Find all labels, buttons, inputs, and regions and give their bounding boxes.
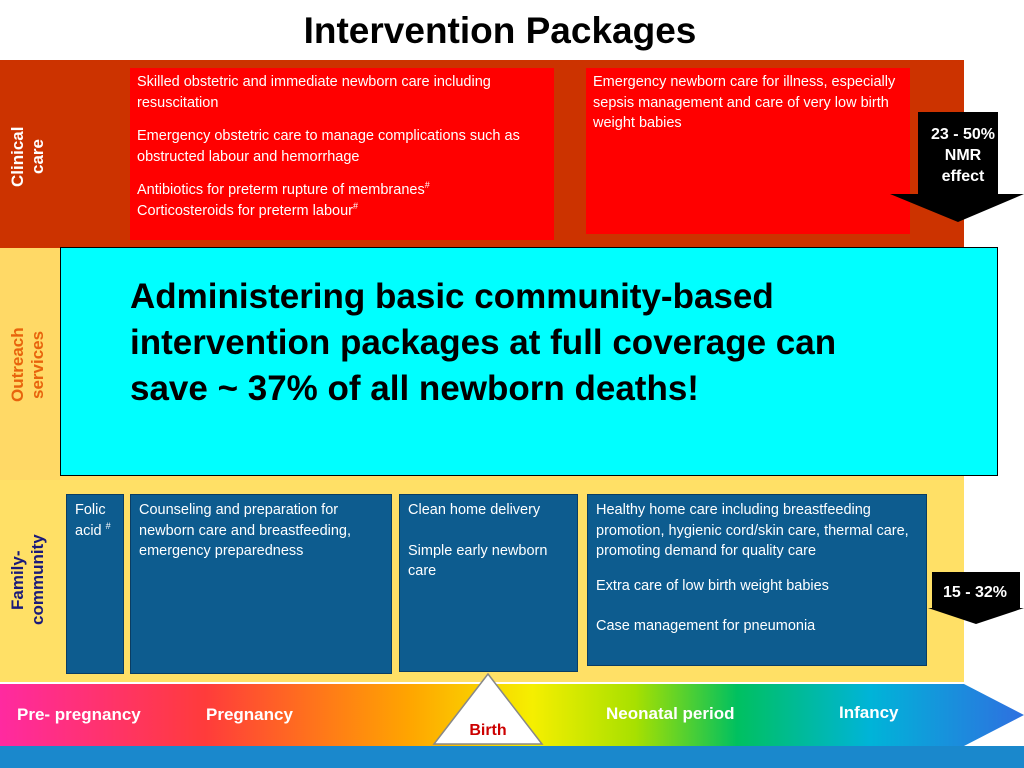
row-label-outreach-services: Outreach services: [8, 327, 47, 403]
footnote-marker: #: [424, 180, 430, 191]
footnote-marker: #: [352, 200, 358, 211]
page-title: Intervention Packages: [303, 10, 697, 51]
footnote-marker: #: [105, 520, 111, 531]
clinical-box-obstetric-care: [130, 68, 554, 240]
family-item-lbw-care: Extra care of low birth weight babies: [596, 577, 829, 594]
row-label-clinical-care: Clinical care: [8, 126, 47, 188]
clinical-box-emergency-newborn: [586, 68, 910, 234]
bottom-strip: [0, 746, 1024, 768]
family-box-home-delivery: [399, 494, 578, 672]
family-box-counseling: [130, 494, 392, 674]
timeline-stage-infancy: Infancy: [839, 703, 899, 722]
clinical-item-corticosteroids: Corticosteroids for preterm labour#: [137, 200, 358, 219]
family-box-folic-acid: Folic acid #: [66, 494, 124, 674]
timeline-stage-neonatal: Neonatal period: [606, 704, 735, 723]
family-item-simple-care: Simple early newborn care: [408, 542, 548, 579]
callout-text: Administering basic community-based intervention packages at full coverage can save ~ 37% of all newborn deaths!: [130, 277, 837, 408]
family-effect-label: 15 - 32%: [942, 584, 1008, 601]
timeline-stage-pregnancy: Pregnancy: [206, 705, 293, 724]
clinical-item-antibiotics: Antibiotics for preterm rupture of membranes#: [137, 180, 430, 198]
family-item-pneumonia: Case management for pneumonia: [596, 618, 816, 634]
family-item-clean-delivery: Clean home delivery: [408, 502, 541, 518]
timeline-stage-pre-pregnancy: Pre- pregnancy: [17, 705, 141, 724]
clinical-item-emergency-newborn: Emergency newborn care for illness, especially sepsis management and care of very low birth weight babies: [593, 74, 896, 131]
clinical-item-emergency-obstetric: Emergency obstetric care to manage complications such as obstructed labour and hemorrhage: [137, 128, 520, 165]
row-label-family-community: Family- community: [8, 534, 47, 626]
clinical-effect-label: 23 - 50% NMR effect: [930, 126, 996, 185]
clinical-item-skilled-care: Skilled obstetric and immediate newborn care including resuscitation: [137, 74, 491, 111]
family-item-healthy-home-care: Healthy home care including breastfeeding promotion, hygienic cord/skin care, thermal care, promoting demand for quality care: [596, 502, 909, 559]
family-item-counseling: Counseling and preparation for newborn care and breastfeeding, emergency preparedness: [139, 502, 352, 559]
family-box-home-care: [587, 494, 927, 666]
timeline-stage-birth: Birth: [469, 722, 507, 739]
